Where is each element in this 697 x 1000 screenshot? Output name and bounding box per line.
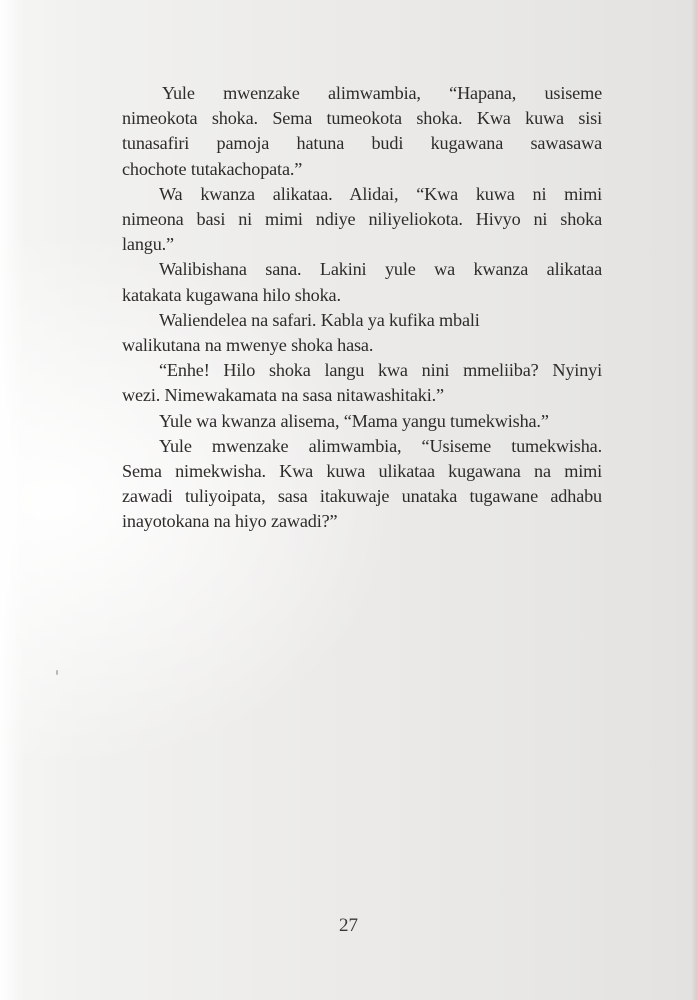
paragraph-5 [122, 358, 602, 408]
text-line: zawadi tuliyoipata, sasa itakuwaje unataka tugawane adhabu [122, 486, 602, 507]
paragraph-1 [122, 81, 602, 182]
text-line: Yule wa kwanza alisema, “Mama yangu tumekwisha.” [159, 410, 549, 431]
paragraph-3 [122, 257, 602, 307]
text-line: walikutana na mwenye shoka hasa. [122, 335, 374, 356]
text-line: tunasafiri pamoja hatuna budi kugawana sawasawa [122, 133, 602, 154]
story-text [122, 81, 602, 535]
text-line: katakata kugawana hilo shoka. [122, 284, 341, 305]
paragraph-4 [122, 308, 602, 358]
text-line: Wa kwanza alikataa. Alidai, “Kwa kuwa ni mimi [159, 183, 602, 204]
text-line: nimeokota shoka. Sema tumeokota shoka. Kwa kuwa sisi [122, 108, 602, 129]
text-line: inayotokana na hiyo zawadi?” [122, 511, 338, 532]
text-line: Walibishana sana. Lakini yule wa kwanza alikataa [159, 259, 602, 280]
page-number: 27 [339, 915, 358, 936]
text-line: Sema nimekwisha. Kwa kuwa ulikataa kugawana na mimi [122, 461, 602, 482]
paragraph-7 [122, 434, 602, 535]
text-line: nimeona basi ni mimi ndiye niliyeliokota. Hivyo ni shoka [122, 209, 602, 230]
text-line: langu.” [122, 234, 174, 255]
text-line: Waliendelea na safari. Kabla ya kufika mbali [159, 309, 480, 330]
text-line: wezi. Nimewakamata na sasa nitawashitaki.” [122, 385, 444, 406]
text-line: “Enhe! Hilo shoka langu kwa nini mmeliiba? Nyinyi [159, 360, 602, 381]
paragraph-2 [122, 182, 602, 258]
text-line: chochote tutakachopata.” [122, 158, 303, 179]
text-line: Yule mwenzake alimwambia, “Usiseme tumekwisha. [159, 435, 602, 456]
page-speck [56, 670, 58, 675]
text-line: Yule mwenzake alimwambia, “Hapana, usiseme [162, 83, 602, 103]
paragraph-6 [122, 409, 602, 434]
